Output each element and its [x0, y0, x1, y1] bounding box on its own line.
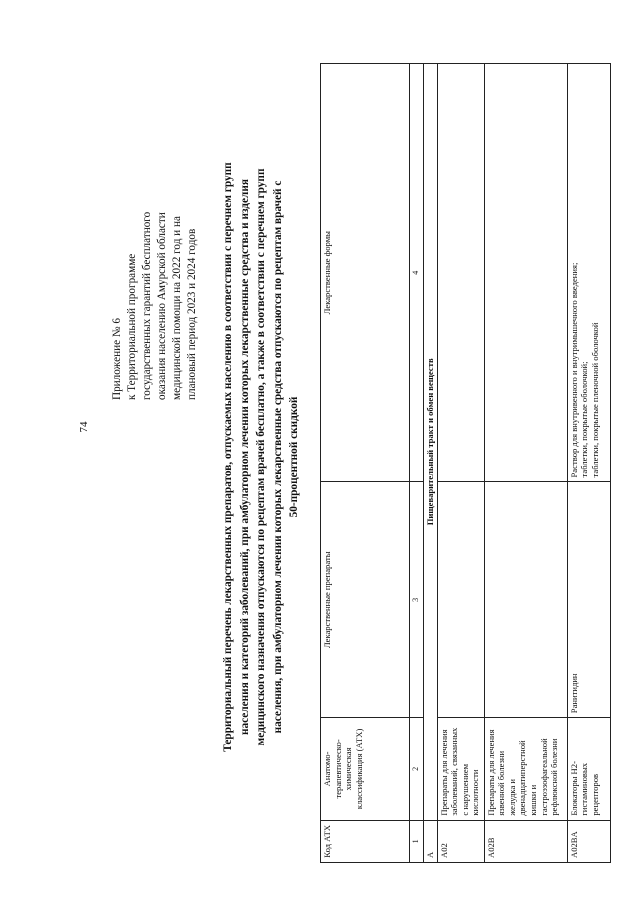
atx-code: A02B	[484, 820, 567, 862]
drug-list-table	[320, 63, 611, 863]
appendix-line: государственных гарантий бесплатного	[141, 211, 153, 400]
header-classification: Анатомо-терапевтическо-химическая классификация (АТХ)	[321, 718, 410, 820]
title-line: Территориальный перечень лекарственных препаратов, отпускаемых населению в соответствии с перечнем групп	[222, 162, 234, 752]
atx-classification: Препараты для лечения заболеваний, связанных с нарушением кислотности	[437, 718, 484, 820]
column-number: 2	[410, 718, 424, 820]
drug-form-line: таблетки, покрытые пленочной оболочкой	[589, 322, 600, 478]
column-number: 1	[410, 820, 424, 862]
table-row	[437, 64, 484, 863]
header-drugs: Лекарственные препараты	[321, 482, 410, 718]
drug-forms	[437, 64, 484, 482]
drug-forms	[484, 64, 567, 482]
title-line: населения, при амбулаторном лечении которых лекарственные средства отпускаются по рецептам врачей с	[271, 180, 284, 734]
section-row	[424, 64, 438, 863]
table-row	[567, 64, 610, 863]
appendix-note	[110, 70, 200, 400]
section-title: Пищеварительный тракт и обмен веществ	[424, 64, 438, 821]
drug-form-line: Раствор для внутривенного и внутримышечного введения;	[568, 262, 579, 478]
title-line: населения и категорий заболеваний, при амбулаторном лечении которых лекарственные средства и изделия	[238, 179, 251, 735]
atx-classification: Препараты для лечения язвенной болезни желудка и двенадцатиперстной кишки и гастроэзофагеальной рефлюксной болезни	[484, 718, 567, 820]
title-line: 50-процентной скидкой	[288, 396, 300, 518]
atx-classification: Блокаторы Н2-гистаминовых рецепторов	[567, 718, 610, 820]
atx-code: A02BA	[567, 820, 610, 862]
header-code: Код АТХ	[321, 820, 410, 862]
drug-name	[437, 482, 484, 718]
atx-code: A02	[437, 820, 484, 862]
drug-form-line: таблетки, покрытые оболочкой;	[579, 361, 590, 478]
title-line: медицинского назначения отпускаются по рецептам врачей бесплатно, а также в соответствии с перечнем групп	[255, 168, 267, 746]
table-row	[484, 64, 567, 863]
drug-name: Ранитидин	[567, 482, 610, 718]
document-title	[220, 47, 303, 867]
column-number: 3	[410, 482, 424, 718]
appendix-line: оказания населению Амурской области	[156, 212, 168, 400]
drug-name	[484, 482, 567, 718]
column-number-row	[410, 64, 424, 863]
drug-forms	[567, 64, 610, 482]
page-number: 74	[78, 421, 90, 433]
appendix-line: медицинской помощи на 2022 год и на	[171, 216, 183, 400]
column-number: 4	[410, 64, 424, 482]
section-code: А	[424, 820, 438, 862]
appendix-line: Приложение № 6	[111, 318, 123, 400]
appendix-line: к Территориальной программе	[126, 253, 138, 400]
header-forms: Лекарственные формы	[321, 64, 410, 482]
appendix-line: плановый период 2023 и 2024 годов	[186, 228, 198, 400]
table-header-row	[321, 64, 410, 863]
